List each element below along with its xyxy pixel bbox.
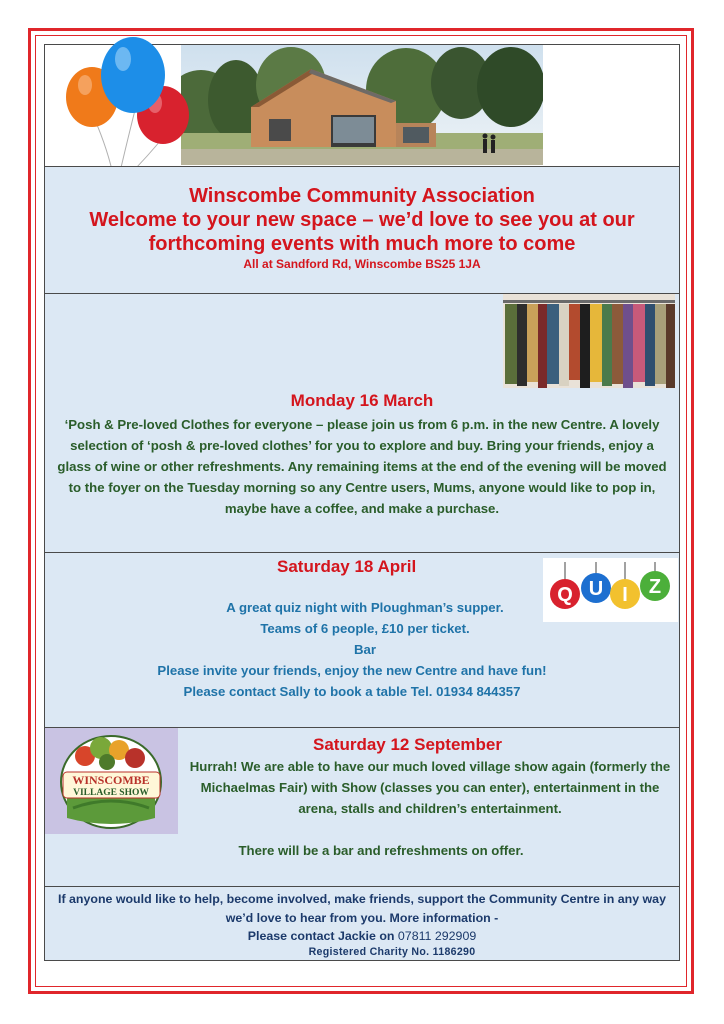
- footer-section: [45, 886, 679, 960]
- logo-text: WINSCOMBE: [72, 773, 150, 787]
- event-village-show-date: Saturday 12 September: [313, 735, 502, 754]
- event-clothes-description: ‘Posh & Pre-loved Clothes for everyone – please join us from 6 p.m. in the new Centre. A lovely selection of ‘posh & pre-loved clothes’ for you to explore and buy. Bring your friends, enjoy a glass of wine or other refreshments. Any remaining items at the end of the evening will be moved to the foyer on the Tuesday morning so any Centre users, Mums, anyone would like to pop in, maybe have a coffee, and make a purchase.: [57, 417, 667, 516]
- quiz-letter: Z: [648, 576, 662, 598]
- event-village-show-description: Hurrah! We are able to have our much loved village show again (formerly the Michaelmas Fair) with Show (classes you can enter), entertainment in the arena, stalls and children’s entertainment.: [189, 759, 671, 816]
- event-quiz-contact: Please contact Sally to book a table Tel. 01934 844357: [183, 684, 521, 699]
- quiz-letter: U: [588, 578, 604, 600]
- flyer: [44, 44, 680, 961]
- footer-text: If anyone would like to help, become involved, make friends, support the Community Centre in any way we’d love to hear from you. More information -: [58, 892, 666, 925]
- quiz-letter: I: [622, 584, 628, 606]
- footer-contact: [45, 928, 679, 944]
- event-quiz-date: Saturday 18 April: [277, 557, 417, 576]
- event-quiz-line: Please invite your friends, enjoy the new Centre and have fun!: [157, 663, 547, 678]
- event-quiz-line: Bar: [354, 642, 376, 657]
- building-photo: [181, 45, 543, 165]
- event-clothes: [45, 293, 679, 552]
- logo-text: VILLAGE SHOW: [73, 788, 149, 798]
- page-title: Winscombe Community Association: [189, 185, 535, 207]
- quiz-letter: Q: [557, 584, 573, 606]
- event-clothes-date: Monday 16 March: [290, 391, 434, 410]
- page-subtitle: Welcome to your new space – we’d love to see you at our forthcoming events with much more to come: [89, 209, 635, 255]
- event-quiz-line: Teams of 6 people, £10 per ticket.: [260, 621, 470, 636]
- charity-number: Registered Charity No. 1186290: [308, 946, 476, 958]
- clothes-rack-photo: [503, 294, 675, 388]
- event-quiz: [45, 552, 679, 727]
- footer-contact-label: Please contact Jackie on: [247, 929, 398, 943]
- header-image-row: [45, 45, 679, 166]
- footer-phone: 07811 292909: [397, 929, 477, 943]
- address-line: All at Sandford Rd, Winscombe BS25 1JA: [243, 257, 481, 271]
- event-village-show: [45, 727, 679, 886]
- event-village-show-bar: There will be a bar and refreshments on offer.: [238, 843, 524, 858]
- event-quiz-line: A great quiz night with Ploughman’s supper.: [226, 600, 504, 615]
- village-show-logo: [45, 728, 178, 834]
- title-block: [45, 184, 679, 272]
